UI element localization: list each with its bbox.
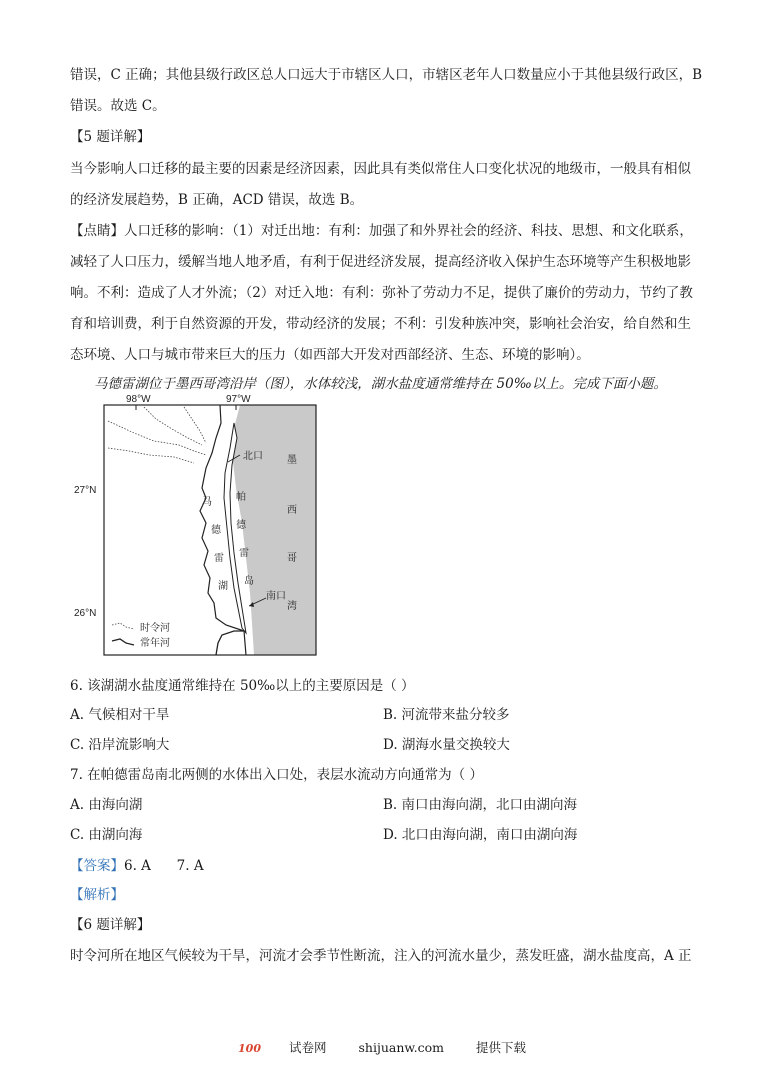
lake-char-4: 湖 [218,581,228,592]
page-footer [0,1038,764,1056]
heading-q6-detail: 【6 题详解】 [70,917,151,933]
line-p6: 时令河所在地区气候较为干旱，河流才会季节性断流，注入的河流水量少，蒸发旺盛，湖水盐度高，A 正 [70,948,692,964]
line-p3b: 减轻了人口压力，缓解当地人地矛盾，有利于促进经济发展，提高经济收入保护生态环境等产生积极地影 [70,254,691,270]
line-p3d: 育和培训费，利于自然资源的开发，带动经济的发展；不利：引发种族冲突，影响社会治安，给自然和生 [70,316,691,332]
q7-option-b: B. 南口由海向湖，北口由湖向海 [383,797,578,813]
intro-line: 马德雷湖位于墨西哥湾沿岸（图），水体较浅，湖水盐度通常维持在 50‰以上。完成下面小题。 [94,376,667,392]
answer-label: 【答案】 [70,858,124,874]
answer-text: 6. A 7. A [124,858,204,874]
q6-option-c: C. 沿岸流影响大 [70,737,170,753]
footer-logo: 100 [238,1042,261,1055]
line-p1b: 错误。故选 C。 [70,98,166,114]
q6-option-d: D. 湖海水量交换较大 [383,737,510,753]
legend-seasonal-symbol [112,623,134,629]
seasonal-river-1 [108,421,206,455]
gulf-char-2: 西 [287,505,297,516]
legend-perennial-label: 常年河 [140,638,170,649]
laguna-madre-map [74,393,326,665]
seasonal-river-4 [184,407,206,443]
lat-top-label: 27°N [74,485,97,496]
q6-stem: 6. 该湖湖水盐度通常维持在 50‰以上的主要原因是（ ） [70,678,415,694]
south-inlet-label: 南口 [266,591,286,602]
perennial-river [216,631,244,655]
q6-option-a: A. 气候相对干旱 [70,707,170,723]
line-p3c: 响。不利：造成了人才外流；（2）对迁入地：有利：弥补了劳动力不足，提供了廉价的劳动力，节约了教 [70,285,693,301]
analysis-label: 【解析】 [70,887,124,903]
q7-option-a: A. 由海向湖 [70,797,143,813]
q7-stem: 7. 在帕德雷岛南北两侧的水体出入口处，表层水流动方向通常为（ ） [70,767,483,783]
line-p2a: 当今影响人口迁移的最主要的因素是经济因素，因此具有类似常住人口变化状况的地级市，一般具有相似 [70,161,691,177]
island-char-1: 帕 [236,492,246,503]
tip-text: 人口迁移的影响：（1）对迁出地：有利：加强了和外界社会的经济、科技、思想、和文化联系， [124,223,693,239]
island-char-2: 德 [236,520,246,531]
footer-note: 提供下载 [475,1040,526,1055]
legend-seasonal-label: 时令河 [140,623,170,634]
q7-option-c: C. 由湖向海 [70,827,143,843]
line-p3a [70,222,693,240]
gulf-char-1: 墨 [287,455,297,466]
lake-char-2: 德 [211,525,221,536]
tip-label: 【点睛】 [70,223,124,239]
footer-domain[interactable]: shijuanw.com [358,1040,444,1055]
seasonal-river-3 [144,407,202,445]
island-char-3: 雷 [239,548,249,559]
line-p2b: 的经济发展趋势，B 正确，ACD 错误，故选 B。 [70,192,364,208]
lake-char-3: 雷 [214,553,224,564]
lon-right-label: 97°W [226,394,251,405]
lat-bottom-label: 26°N [74,608,97,619]
island-char-4: 岛 [244,576,254,587]
line-p1a: 错误，C 正确；其他县级行政区总人口远大于市辖区人口，市辖区老年人口数量应小于其他县级行政区，B [70,67,703,83]
legend-perennial-symbol [112,639,134,645]
q7-option-d: D. 北口由海向湖，南口由湖向海 [383,827,578,843]
q6-option-b: B. 河流带来盐分较多 [383,707,510,723]
heading-q5-detail: 【5 题详解】 [70,129,151,145]
lon-left-label: 98°W [126,394,151,405]
footer-site: 试卷网 [289,1040,327,1055]
gulf-char-3: 哥 [287,553,297,564]
lake-char-1: 马 [202,497,212,508]
north-inlet-label: 北口 [243,451,263,462]
seasonal-river-2 [108,448,194,463]
answer-line [70,857,204,875]
gulf-char-4: 湾 [287,601,297,612]
line-p3e: 态环境、人口与城市带来巨大的压力（如西部大开发对西部经济、生态、环境的影响）。 [70,347,590,363]
